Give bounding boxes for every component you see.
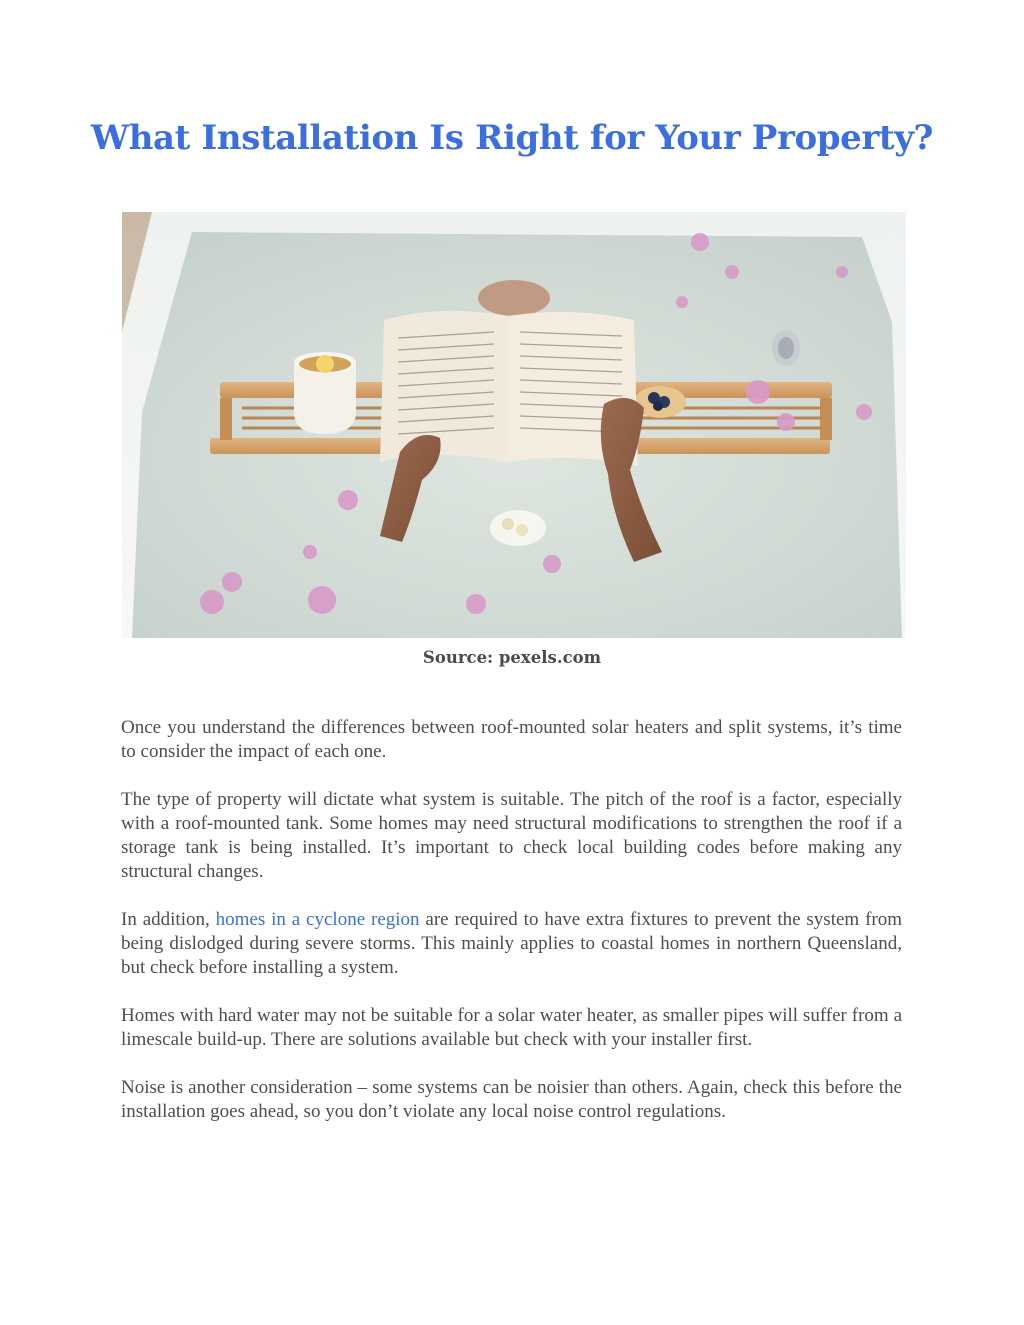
- paragraph-cyclone: [121, 908, 902, 980]
- paragraph-property-type: The type of property will dictate what system is suitable. The pitch of the roof is a factor, especially with a roof-mounted tank. Some homes may need structural modifications to strengthen the roof if a storage tank is being installed. It’s important to check local building codes before making any structural changes.: [121, 789, 902, 882]
- article-body: [121, 716, 902, 1148]
- paragraph-noise: Noise is another consideration – some systems can be noisier than others. Again, check this before the installation goes ahead, so you don’t violate any local noise control regulations.: [121, 1077, 902, 1122]
- cyclone-region-link[interactable]: homes in a cyclone region: [215, 909, 420, 930]
- paragraph-cyclone-rest: are required to have extra fixtures to prevent the system from being dislodged during severe storms. This mainly applies to coastal homes in northern Queensland, but check before installing a system.: [121, 909, 902, 978]
- hero-image: [122, 212, 906, 638]
- page-title: What Installation Is Right for Your Property?: [90, 118, 934, 158]
- paragraph-hard-water: Homes with hard water may not be suitable for a solar water heater, as smaller pipes will suffer from a limescale build-up. There are solutions available but check with your installer first.: [121, 1005, 902, 1050]
- paragraph-understanding: Once you understand the differences between roof-mounted solar heaters and split systems, it’s time to consider the impact of each one.: [121, 717, 902, 762]
- image-caption: Source: pexels.com: [422, 648, 602, 667]
- paragraph-cyclone-intro: In addition,: [121, 909, 216, 930]
